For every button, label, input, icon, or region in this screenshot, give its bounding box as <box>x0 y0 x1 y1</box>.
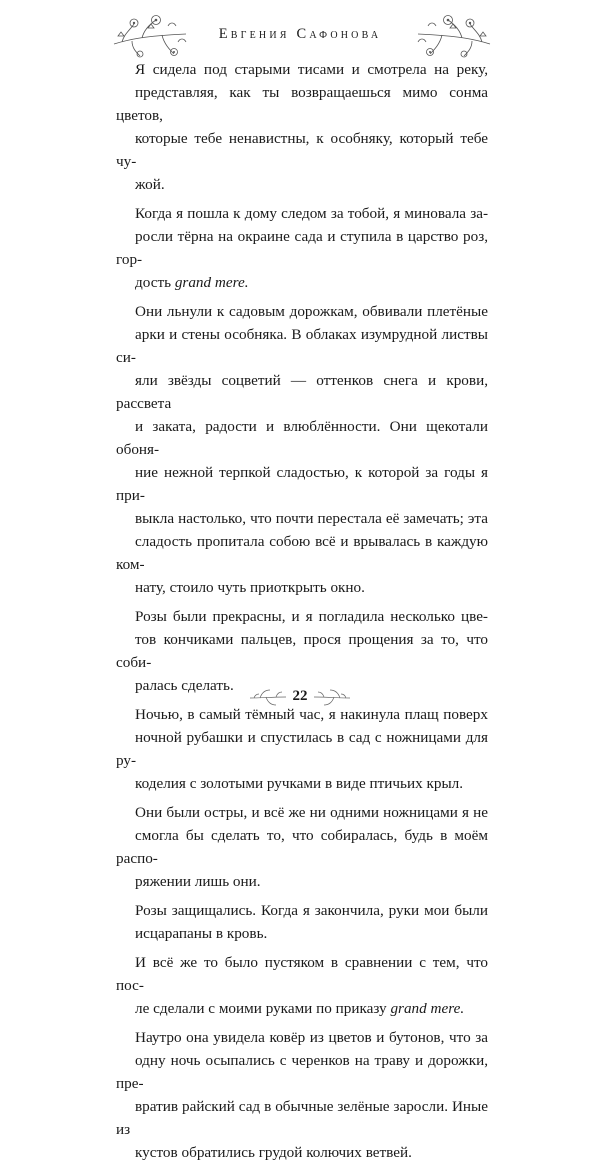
paragraph <box>116 605 488 697</box>
text-line: ние нежной терпкой сладостью, к которой за годы я при- <box>116 464 488 504</box>
paragraph <box>116 703 488 795</box>
page-number: 22 <box>292 688 308 704</box>
text-line: ралась сделать. <box>135 677 234 694</box>
header-title: Евгения Сафонова <box>218 26 382 42</box>
text-line: Я сидела под старыми тисами и смотрела на реку, <box>135 61 488 78</box>
text-line: Розы защищались. Когда я закончила, руки мои были <box>135 902 488 919</box>
text-line-with-italic <box>116 997 488 1020</box>
text-line: смогла бы сделать то, что собиралась, будь в моём распо- <box>116 827 488 867</box>
text-line: яли звёзды соцветий — оттенков снега и крови, рассвета <box>116 372 488 412</box>
paragraph <box>116 899 488 945</box>
text-line: и заката, радости и влюблённости. Они щекотали обоня- <box>116 418 488 458</box>
text-line: росли тёрна на окраине сада и ступила в царство роз, гор- <box>116 228 488 268</box>
text-line-with-italic <box>116 271 488 294</box>
running-header <box>0 14 600 58</box>
text-line: нату, стоило чуть приоткрыть окно. <box>135 579 365 596</box>
paragraph <box>116 801 488 893</box>
paragraph <box>116 951 488 1020</box>
text-line: которые тебе ненавистны, к особняку, который тебе чу- <box>116 130 488 170</box>
page-footer <box>0 686 600 710</box>
text-line: вратив райский сад в обычные зелёные заросли. Иные из <box>116 1098 488 1138</box>
text-line: Наутро она увидела ковёр из цветов и бутонов, что за <box>135 1029 488 1046</box>
text-line: исцарапаны в кровь. <box>135 925 268 942</box>
text-line: представляя, как ты возвращаешься мимо сонма цветов, <box>116 84 488 124</box>
text-line: ряжении лишь они. <box>135 873 261 890</box>
text-line: арки и стены особняка. В облаках изумрудной листвы си- <box>116 326 488 366</box>
text-line: ночной рубашки и спустилась в сад с ножницами для ру- <box>116 729 488 769</box>
text-line: Когда я пошла к дому следом за тобой, я миновала за- <box>135 205 488 222</box>
italic-phrase: grand mere. <box>390 1000 465 1017</box>
floral-divider-right-icon <box>312 686 352 708</box>
body-text <box>116 58 488 1170</box>
text-line: жой. <box>135 176 165 193</box>
text-line: Розы были прекрасны, и я погладила несколько цве- <box>135 608 488 625</box>
text-line: Они были остры, и всё же ни одними ножницами я не <box>135 804 488 821</box>
text-line: сладость пропитала собою всё и врывалась в каждую ком- <box>116 533 488 573</box>
text-line: тов кончиками пальцев, прося прощения за то, что соби- <box>116 631 488 671</box>
floral-ornament-right-icon <box>416 14 492 58</box>
text-fragment: дость <box>135 274 175 291</box>
text-line: Они льнули к садовым дорожкам, обвивали плетёные <box>135 303 488 320</box>
text-line: кустов обратились грудой колючих ветвей. <box>135 1144 412 1161</box>
text-line: выкла настолько, что почти перестала её замечать; эта <box>135 510 488 527</box>
paragraph <box>116 300 488 599</box>
text-line: одну ночь осыпались с черенков на траву и дорожки, пре- <box>116 1052 488 1092</box>
text-line: коделия с золотыми ручками в виде птичьих крыл. <box>135 775 464 792</box>
paragraph <box>116 58 488 196</box>
text-fragment: ле сделали с моими руками по приказу <box>135 1000 391 1017</box>
italic-phrase: grand mere. <box>174 274 249 291</box>
text-line: И всё же то было пустяком в сравнении с тем, что пос- <box>116 954 488 994</box>
paragraph <box>116 202 488 294</box>
paragraph <box>116 1026 488 1164</box>
text-line: Ночью, в самый тёмный час, я накинула плащ поверх <box>135 706 488 723</box>
